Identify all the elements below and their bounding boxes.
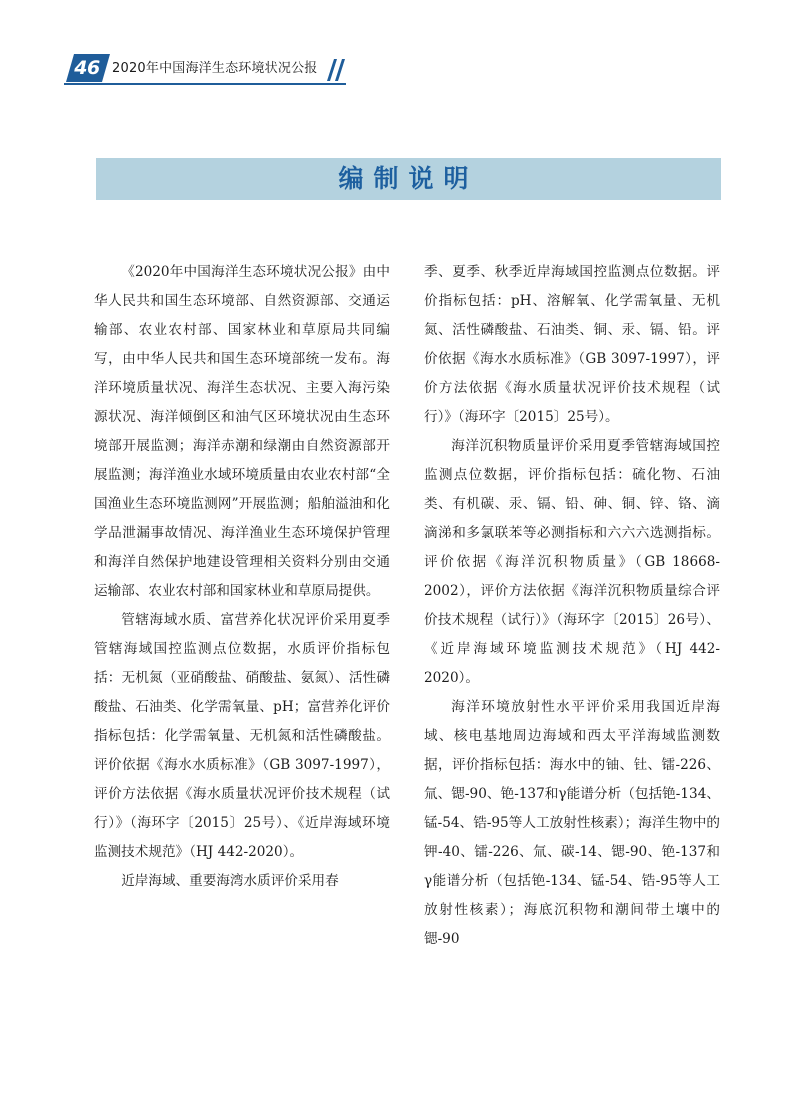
- section-title-banner: [96, 158, 721, 200]
- header-slash-decoration: [327, 59, 347, 81]
- paragraph: 季、夏季、秋季近岸海域国控监测点位数据。评价指标包括：pH、溶解氧、化学需氧量、无机氮、活性磷酸盐、石油类、铜、汞、镉、铅。评价依据《海水水质标准》（GB 3097-1997），评价方法依据《海水质量状况评价技术规程（试行）》（海环字〔2015〕25号）。: [424, 264, 720, 425]
- page-number: 46: [74, 57, 100, 79]
- page-header: [0, 0, 805, 95]
- paragraph: 管辖海域水质、富营养化状况评价采用夏季管辖海域国控监测点位数据，水质评价指标包括：无机氮（亚硝酸盐、硝酸盐、氨氮）、活性磷酸盐、石油类、化学需氧量、pH；富营养化评价指标包括：化学需氧量、无机氮和活性磷酸盐。评价依据《海水水质标准》（GB 3097-1997），评价方法依据《海水质量状况评价技术规程（试行）》（海环字〔2015〕25号）、《近岸海域环境监测技术规范》（HJ 442-2020）。: [94, 612, 390, 860]
- header-rule: [64, 83, 346, 85]
- right-column: [424, 258, 720, 954]
- section-title: 编制说明: [338, 164, 479, 193]
- paragraph: 《2020年中国海洋生态环境状况公报》由中华人民共和国生态环境部、自然资源部、交通运输部、农业农村部、国家林业和草原局共同编写，由中华人民共和国生态环境部统一发布。海洋环境质量状况、海洋生态状况、主要入海污染源状况、海洋倾倒区和油气区环境状况由生态环境部开展监测；海洋赤潮和绿潮由自然资源部开展监测；海洋渔业水域环境质量由农业农村部“全国渔业生态环境监测网”开展监测；船舶溢油和化学品泄漏事故情况、海洋渔业生态环境保护管理和海洋自然保护地建设管理相关资料分别由交通运输部、农业农村部和国家林业和草原局提供。: [94, 264, 390, 599]
- paragraph: 海洋环境放射性水平评价采用我国近岸海域、核电基地周边海域和西太平洋海域监测数据，评价指标包括：海水中的铀、钍、镭-226、氚、锶-90、铯-137和γ能谱分析（包括铯-134、锰-54、锆-95等人工放射性核素）；海洋生物中的钾-40、镭-226、氚、碳-14、锶-90、铯-137和γ能谱分析（包括铯-134、锰-54、锆-95等人工放射性核素）；海底沉积物和潮间带土壤中的锶-90: [424, 699, 720, 947]
- paragraph: 近岸海域、重要海湾水质评价采用春: [121, 873, 339, 889]
- paragraph: 海洋沉积物质量评价采用夏季管辖海域国控监测点位数据，评价指标包括：硫化物、石油类、有机碳、汞、镉、铅、砷、铜、锌、铬、滴滴涕和多氯联苯等必测指标和六六六选测指标。评价依据《海洋沉积物质量》（GB 18668-2002），评价方法依据《海洋沉积物质量综合评价技术规程（试行）》（海环字〔2015〕26号）、《近岸海域环境监测技术规范》（HJ 442-2020）。: [424, 438, 720, 686]
- report-title: 2020年中国海洋生态环境状况公报: [112, 61, 318, 76]
- left-column: [94, 258, 390, 896]
